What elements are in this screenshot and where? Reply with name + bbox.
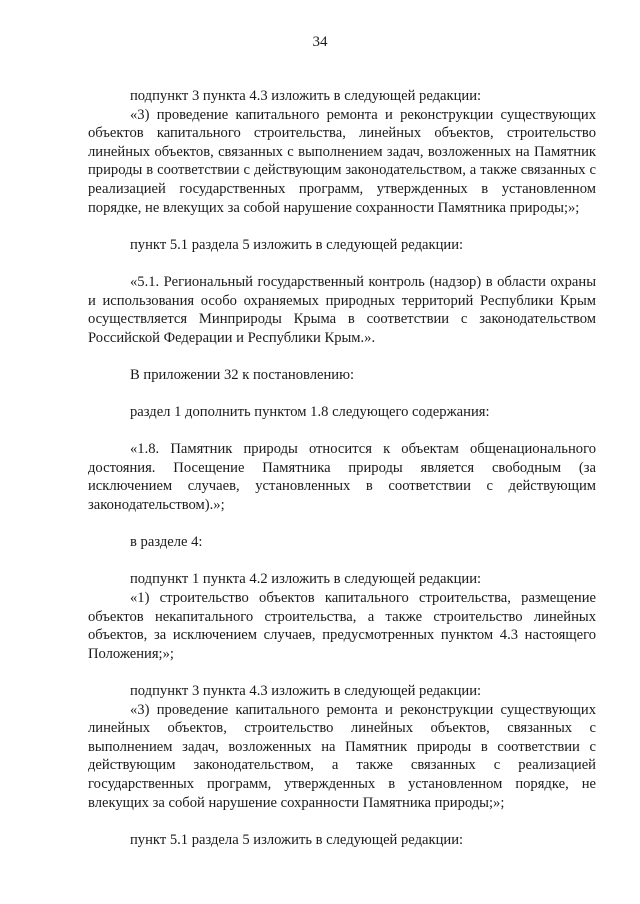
paragraph-9: подпункт 1 пункта 4.2 изложить в следующей редакции: (130, 571, 482, 588)
document-body (88, 87, 596, 849)
paragraph-4: «5.1. Региональный государственный контроль (надзор) в области охраны и использования особо охраняемых природных территорий Республики Крым осуществляется Минприроды Крыма в соответствии с законодательством Российской Федерации и Республики Крым.». (88, 273, 596, 346)
paragraph-6: раздел 1 дополнить пунктом 1.8 следующего содержания: (130, 404, 490, 421)
paragraph-8: в разделе 4: (130, 534, 203, 551)
paragraph-11: подпункт 3 пункта 4.3 изложить в следующей редакции: (130, 683, 482, 699)
paragraph-12: «3) проведение капитального ремонта и реконструкции существующих линейных объектов, строительство линейных объектов, связанных с выполнением задач, возложенных на Памятник природы в соответствии с действующим законодательством, а также связанных с реализацией государственных программ, утвержденных в установленном порядке, не влекущих за собой нарушение сохранности Памятника природы;»; (88, 701, 596, 811)
paragraph-3: пункт 5.1 раздела 5 изложить в следующей редакции: (130, 236, 464, 253)
paragraph-13: пункт 5.1 раздела 5 изложить в следующей редакции: (130, 831, 464, 848)
paragraph-2: «3) проведение капитального ремонта и реконструкции существующих объектов капитального строительства, линейных объектов, строительство линейных объектов, связанных с выполнением задач, возложенных на Памятник природы в соответствии с действующим законодательством, а также связанных с реализацией государственных программ, утвержденных в установленном порядке, не влекущих за собой нарушение сохранности Памятника природы;»; (88, 106, 596, 216)
page-number: 34 (312, 34, 328, 50)
paragraph-7: «1.8. Памятник природы относится к объектам общенационального достояния. Посещение Памятника природы является свободным (за исключением случаев, установленных в соответствии с действующим законодательством).»; (88, 441, 596, 514)
paragraph-1: подпункт 3 пункта 4.3 изложить в следующей редакции: (130, 88, 482, 104)
paragraph-10: «1) строительство объектов капитального строительства, размещение объектов некапитального строительства, а также строительство линейных объектов, за исключением случаев, предусмотренных пунктом 4.3 настоящего Положения;»; (88, 590, 596, 662)
paragraph-5: В приложении 32 к постановлению: (130, 366, 355, 383)
